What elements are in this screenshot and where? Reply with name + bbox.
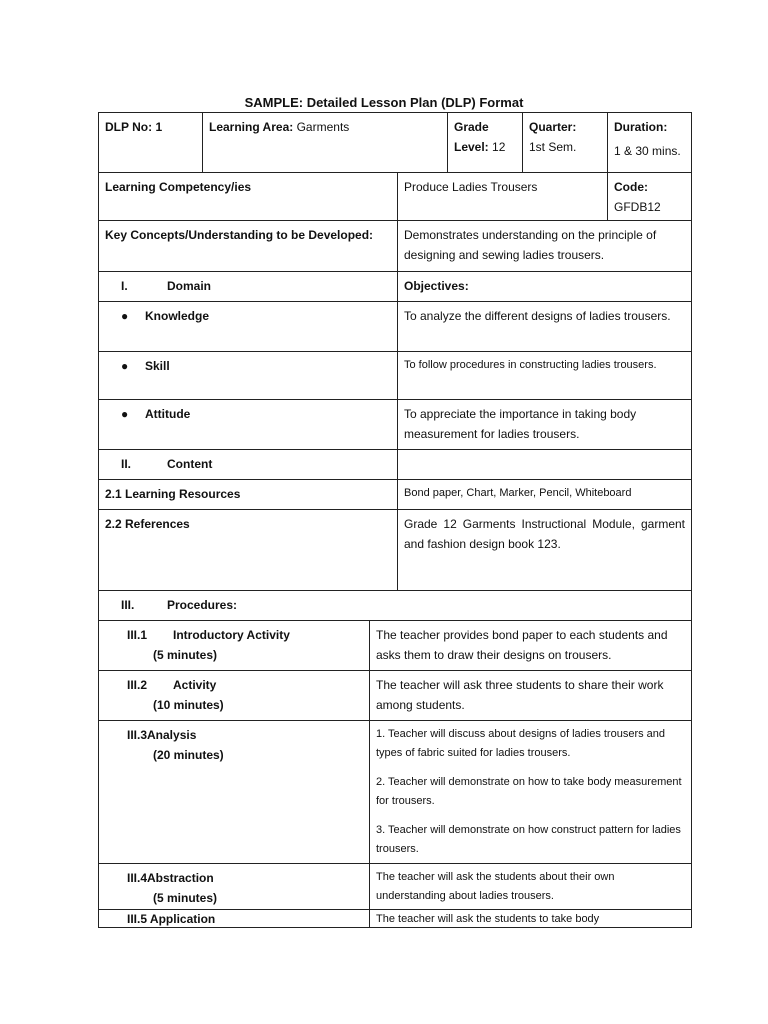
content-label: Content (167, 457, 213, 471)
code-value: GFDB12 (614, 200, 661, 214)
duration-value: 1 & 30 mins. (614, 144, 681, 158)
competency-value: Produce Ladies Trousers (397, 173, 607, 220)
procedures-label: Procedures: (167, 598, 238, 612)
step-number: III.1 (127, 628, 148, 642)
domain-item-label: Attitude (145, 407, 191, 421)
domain-item-objective: To analyze the different designs of ladies trousers. (397, 302, 691, 351)
header-row (99, 113, 691, 173)
step-label (99, 721, 369, 863)
procedures-heading (99, 591, 691, 620)
domain-row (99, 272, 691, 302)
domain-item-label: Skill (145, 359, 170, 373)
procedure-step (99, 721, 691, 864)
step-description: The teacher will ask the students about their own understanding about ladies trousers. (369, 864, 691, 909)
grade-label: Grade (454, 120, 489, 134)
procedures-numeral: III. (121, 598, 135, 612)
step-label (99, 671, 369, 720)
content-heading (99, 450, 397, 479)
step-description: The teacher will ask three students to share their work among students. (369, 671, 691, 720)
step-name: Abstraction (147, 871, 214, 885)
code (607, 173, 691, 220)
competency-label: Learning Competency/ies (105, 180, 252, 194)
key-concepts-value: Demonstrates understanding on the principle of designing and sewing ladies trousers. (397, 221, 691, 271)
level-value: 12 (492, 140, 506, 154)
domain-label: Domain (167, 279, 212, 293)
step-name: Activity (173, 678, 217, 692)
step-name: Application (149, 912, 216, 926)
content-row (99, 450, 691, 480)
resources-label: 2.1 Learning Resources (105, 487, 241, 501)
procedures-row (99, 591, 691, 621)
bullet-icon: ● (121, 407, 129, 421)
step-paragraph: 1. Teacher will discuss about designs of ladies trousers and types of fabric suited for ladies trousers. (376, 728, 666, 759)
procedure-step (99, 621, 691, 671)
references-value: Grade 12 Garments Instructional Module, garment and fashion design book 123. (397, 510, 691, 590)
step-number: III.3 (127, 728, 148, 742)
competency-row (99, 173, 691, 221)
learning-area (202, 113, 447, 172)
key-concepts-row (99, 221, 691, 272)
quarter (522, 113, 607, 172)
procedure-step (99, 864, 691, 910)
domain-item-skill (99, 352, 691, 400)
domain-numeral: I. (121, 279, 128, 293)
resources-row (99, 480, 691, 510)
step-paragraph: 3. Teacher will demonstrate on how construct pattern for ladies trousers. (376, 824, 681, 855)
procedure-step (99, 910, 691, 928)
resources-value: Bond paper, Chart, Marker, Pencil, Whiteboard (397, 480, 691, 509)
step-label (99, 621, 369, 670)
domain-item-objective: To follow procedures in constructing ladies trousers. (397, 352, 691, 399)
lesson-plan-table (98, 112, 692, 928)
domain-item-knowledge (99, 302, 691, 352)
content-value (397, 450, 691, 479)
step-label (99, 910, 369, 928)
procedure-step (99, 671, 691, 721)
step-time: (5 minutes) (153, 648, 218, 662)
step-number: III.4 (127, 871, 148, 885)
domain-item-label: Knowledge (145, 309, 210, 323)
step-description: The teacher will ask the students to take body (369, 910, 691, 928)
domain-item-objective: To appreciate the importance in taking body measurement for ladies trousers. (397, 400, 691, 449)
bullet-icon: ● (121, 359, 129, 373)
code-label: Code: (614, 180, 648, 194)
references-row (99, 510, 691, 591)
learning-area-value: Garments (296, 120, 350, 134)
domain-heading (99, 272, 397, 301)
page-title: SAMPLE: Detailed Lesson Plan (DLP) Format (244, 95, 524, 110)
step-name: Introductory Activity (173, 628, 290, 642)
key-concepts-label: Key Concepts/Understanding to be Developed: (105, 228, 374, 242)
step-label (99, 864, 369, 909)
step-paragraph: 2. Teacher will demonstrate on how to take body measurement for trousers. (376, 776, 682, 807)
objectives-label: Objectives: (397, 272, 691, 301)
bullet-icon: ● (121, 309, 129, 323)
quarter-value: 1st Sem. (529, 140, 577, 154)
learning-area-label: Learning Area: (209, 120, 294, 134)
step-number: III.5 (127, 912, 148, 926)
step-description: The teacher provides bond paper to each students and asks them to draw their designs on trousers. (369, 621, 691, 670)
step-description (369, 721, 691, 863)
references-label: 2.2 References (105, 517, 190, 531)
step-time: (5 minutes) (153, 891, 218, 905)
dlp-number: DLP No: 1 (105, 120, 163, 134)
domain-item-attitude (99, 400, 691, 450)
level-label: Level: (454, 140, 489, 154)
content-numeral: II. (121, 457, 132, 471)
step-time: (20 minutes) (153, 748, 224, 762)
quarter-label: Quarter: (529, 120, 577, 134)
grade-level (447, 113, 522, 172)
step-name: Analysis (147, 728, 197, 742)
step-number: III.2 (127, 678, 148, 692)
step-time: (10 minutes) (153, 698, 224, 712)
duration (607, 113, 691, 172)
duration-label: Duration: (614, 120, 668, 134)
